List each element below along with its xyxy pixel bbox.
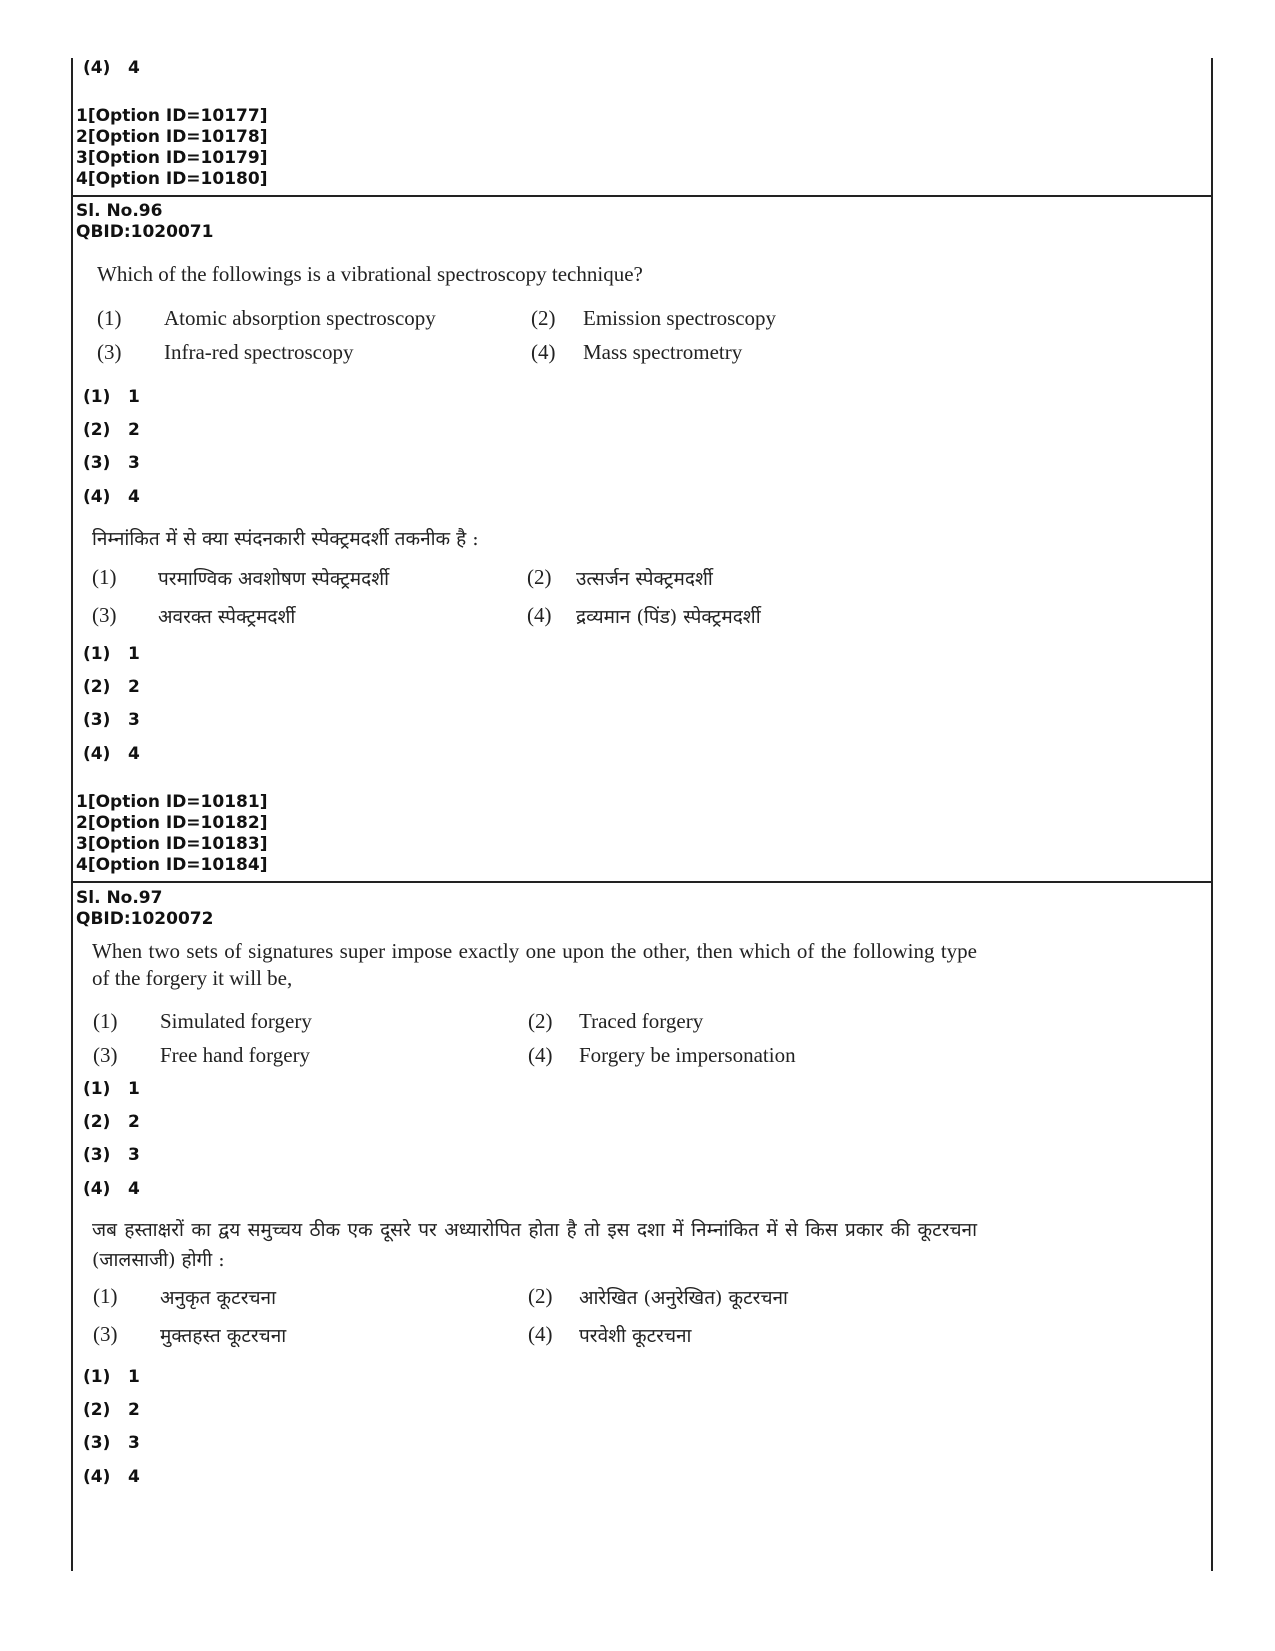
- answer-option: (1) 1: [83, 1079, 140, 1099]
- option-number: (3): [93, 1322, 118, 1346]
- qbid: QBID:1020072: [76, 909, 214, 929]
- option-text: परमाण्विक अवशोषण स्पेक्ट्रमदर्शी: [158, 568, 390, 590]
- option-number: (2): [528, 1009, 553, 1033]
- option-text: मुक्तहस्त कूटरचना: [160, 1325, 287, 1347]
- answer-option: (3) 3: [83, 1433, 140, 1453]
- answer-option: (4) 4: [83, 744, 140, 764]
- option-number: (3): [92, 603, 117, 627]
- option-number: (2): [528, 1284, 553, 1308]
- option-number: (4): [527, 603, 552, 627]
- option-number: (1): [93, 1284, 118, 1308]
- answer-option: (2) 2: [83, 420, 140, 440]
- answer-option: (3) 3: [83, 1145, 140, 1165]
- question-stem-en: When two sets of signatures super impose exactly one upon the other, then which of the following type of the forgery it will be,: [92, 939, 977, 990]
- option-number: (4): [528, 1043, 553, 1067]
- option-number: (1): [92, 565, 117, 589]
- serial-number: Sl. No.96: [76, 201, 163, 221]
- answer-option: (2) 2: [83, 1112, 140, 1132]
- option-text: उत्सर्जन स्पेक्ट्रमदर्शी: [576, 568, 713, 590]
- option-number: (4): [531, 340, 556, 364]
- row-divider: [71, 195, 1213, 197]
- qbid: QBID:1020071: [76, 222, 214, 242]
- option-number: (4): [528, 1322, 553, 1346]
- answer-option: (3) 3: [83, 710, 140, 730]
- answer-option: (4) 4: [83, 58, 140, 78]
- answer-option: (1) 1: [83, 644, 140, 664]
- option-text: द्रव्यमान (पिंड) स्पेक्ट्रमदर्शी: [576, 606, 761, 628]
- answer-option: (1) 1: [83, 387, 140, 407]
- option-text: Mass spectrometry: [583, 340, 743, 364]
- option-number: (2): [527, 565, 552, 589]
- option-text: Atomic absorption spectroscopy: [164, 306, 436, 330]
- answer-option: (4) 4: [83, 1179, 140, 1199]
- option-text: अवरक्त स्पेक्ट्रमदर्शी: [158, 606, 296, 628]
- option-text: आरेखित (अनुरेखित) कूटरचना: [579, 1287, 788, 1309]
- question-stem-hi: जब हस्ताक्षरों का द्वय समुच्चय ठीक एक दूसरे पर अध्यारोपित होता है तो इस दशा में निम्नांकित में से किस प्रकार की कूटरचना (जालसाजी) होगी :: [92, 1219, 977, 1271]
- serial-number: Sl. No.97: [76, 888, 163, 908]
- option-text: अनुकृत कूटरचना: [160, 1287, 276, 1309]
- option-number: (1): [97, 306, 122, 330]
- option-number: (3): [93, 1043, 118, 1067]
- row-divider: [71, 881, 1213, 883]
- option-id-list: 1[Option ID=10181] 2[Option ID=10182] 3[Option ID=10183] 4[Option ID=10184]: [76, 792, 268, 875]
- option-text: Infra-red spectroscopy: [164, 340, 354, 364]
- question-header: [76, 201, 213, 243]
- answer-option: (1) 1: [83, 1367, 140, 1387]
- answer-option: (2) 2: [83, 1400, 140, 1420]
- option-id-list: 1[Option ID=10177] 2[Option ID=10178] 3[Option ID=10179] 4[Option ID=10180]: [76, 106, 268, 189]
- option-number: (1): [93, 1009, 118, 1033]
- answer-option: (4) 4: [83, 487, 140, 507]
- option-text: परवेशी कूटरचना: [579, 1325, 692, 1347]
- option-text: Free hand forgery: [160, 1043, 311, 1067]
- answer-option: (2) 2: [83, 677, 140, 697]
- option-text: Forgery be impersonation: [579, 1043, 796, 1067]
- option-number: (3): [97, 340, 122, 364]
- option-number: (2): [531, 306, 556, 330]
- option-text: Traced forgery: [579, 1009, 704, 1033]
- question-stem-hi: निम्नांकित में से क्या स्पंदनकारी स्पेक्ट्रमदर्शी तकनीक है :: [92, 528, 479, 550]
- option-text: Emission spectroscopy: [583, 306, 777, 330]
- answer-option: (4) 4: [83, 1467, 140, 1487]
- option-text: Simulated forgery: [160, 1009, 312, 1033]
- answer-option: (3) 3: [83, 453, 140, 473]
- question-stem-en: Which of the followings is a vibrational spectroscopy technique?: [97, 262, 643, 286]
- question-header: [76, 888, 213, 930]
